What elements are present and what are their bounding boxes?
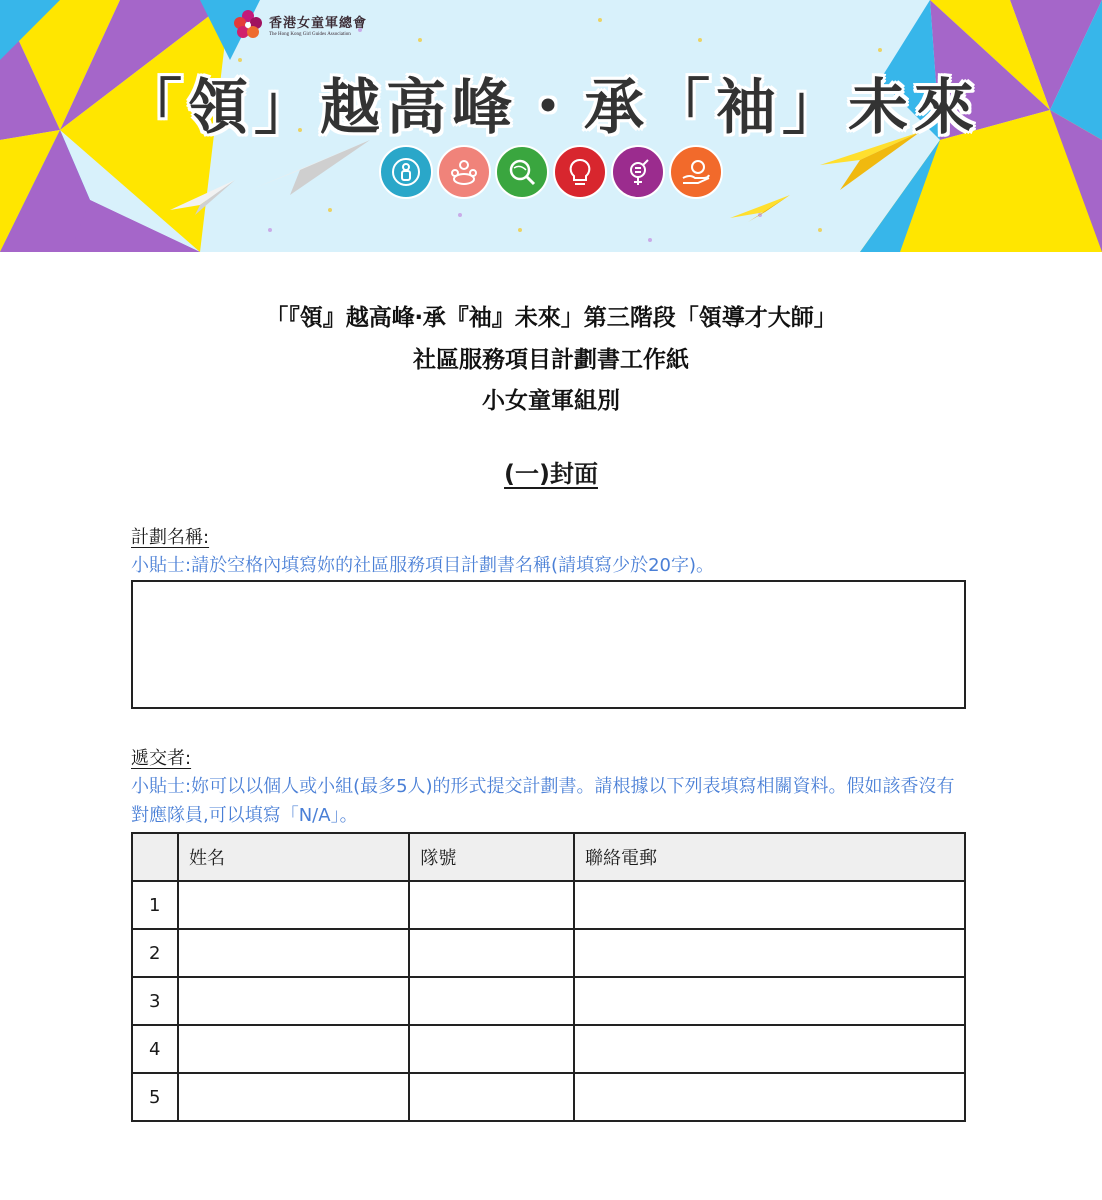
unit-number-cell[interactable] xyxy=(409,1025,574,1073)
trefoil-logo-icon xyxy=(233,9,263,39)
name-cell[interactable] xyxy=(178,929,409,977)
person-cycle-icon xyxy=(379,145,433,199)
table-row xyxy=(132,1073,965,1121)
hand-globe-icon xyxy=(669,145,723,199)
table-row xyxy=(132,1025,965,1073)
unit-number-cell[interactable] xyxy=(409,977,574,1025)
table-row xyxy=(132,977,965,1025)
row-number: 4 xyxy=(132,1025,178,1073)
row-number: 5 xyxy=(132,1073,178,1121)
row-number: 1 xyxy=(132,881,178,929)
lightbulb-puzzle-icon xyxy=(553,145,607,199)
email-cell[interactable] xyxy=(574,929,965,977)
row-number: 3 xyxy=(132,977,178,1025)
gender-equality-icon xyxy=(611,145,665,199)
column-header-name: 姓名 xyxy=(178,833,409,881)
email-cell[interactable] xyxy=(574,1025,965,1073)
table-header-row xyxy=(132,833,965,881)
submitter-tip: 小貼士:妳可以以個人或小組(最多5人)的形式提交計劃書。請根據以下列表填寫相關資料。假如該香沒有對應隊員,可以填寫「N/A」。 xyxy=(131,776,955,826)
members-table xyxy=(131,832,966,1122)
table-row xyxy=(132,929,965,977)
column-header-index xyxy=(132,833,178,881)
plan-name-tip: 小貼士:請於空格內填寫妳的社區服務項目計劃書名稱(請填寫少於20字)。 xyxy=(131,555,715,576)
section-heading-text: (一)封面 xyxy=(504,460,598,488)
name-cell[interactable] xyxy=(178,1025,409,1073)
row-number: 2 xyxy=(132,929,178,977)
document-title-line-3: 小女童軍組別 xyxy=(482,388,620,414)
unit-number-cell[interactable] xyxy=(409,881,574,929)
document-title-line-1: 「『領』越高峰‧承『袖』未來」第三階段「領導才大師」 xyxy=(265,305,837,331)
group-people-icon xyxy=(437,145,491,199)
document-title-line-2: 社區服務項目計劃書工作紙 xyxy=(413,347,689,373)
logo-chinese-name: 香港女童軍總會 xyxy=(269,15,368,31)
submitter-label: 遞交者: xyxy=(131,748,192,769)
logo-english-name: The Hong Kong Girl Guides Association xyxy=(269,31,351,37)
unit-number-cell[interactable] xyxy=(409,1073,574,1121)
column-header-email: 聯絡電郵 xyxy=(574,833,965,881)
email-cell[interactable] xyxy=(574,1073,965,1121)
hkgga-logo xyxy=(233,9,367,39)
plan-name-label: 計劃名稱: xyxy=(131,527,210,548)
goal-icons-row xyxy=(379,145,723,199)
email-cell[interactable] xyxy=(574,881,965,929)
globe-magnifier-icon xyxy=(495,145,549,199)
table-row xyxy=(132,881,965,929)
name-cell[interactable] xyxy=(178,977,409,1025)
header-banner xyxy=(0,0,1102,252)
email-cell[interactable] xyxy=(574,977,965,1025)
name-cell[interactable] xyxy=(178,881,409,929)
name-cell[interactable] xyxy=(178,1073,409,1121)
banner-title: 「領」越高峰・承「袖」未來 xyxy=(122,73,980,143)
section-heading xyxy=(0,454,1102,489)
unit-number-cell[interactable] xyxy=(409,929,574,977)
column-header-unit-number: 隊號 xyxy=(409,833,574,881)
plan-name-input-box[interactable] xyxy=(131,580,966,709)
